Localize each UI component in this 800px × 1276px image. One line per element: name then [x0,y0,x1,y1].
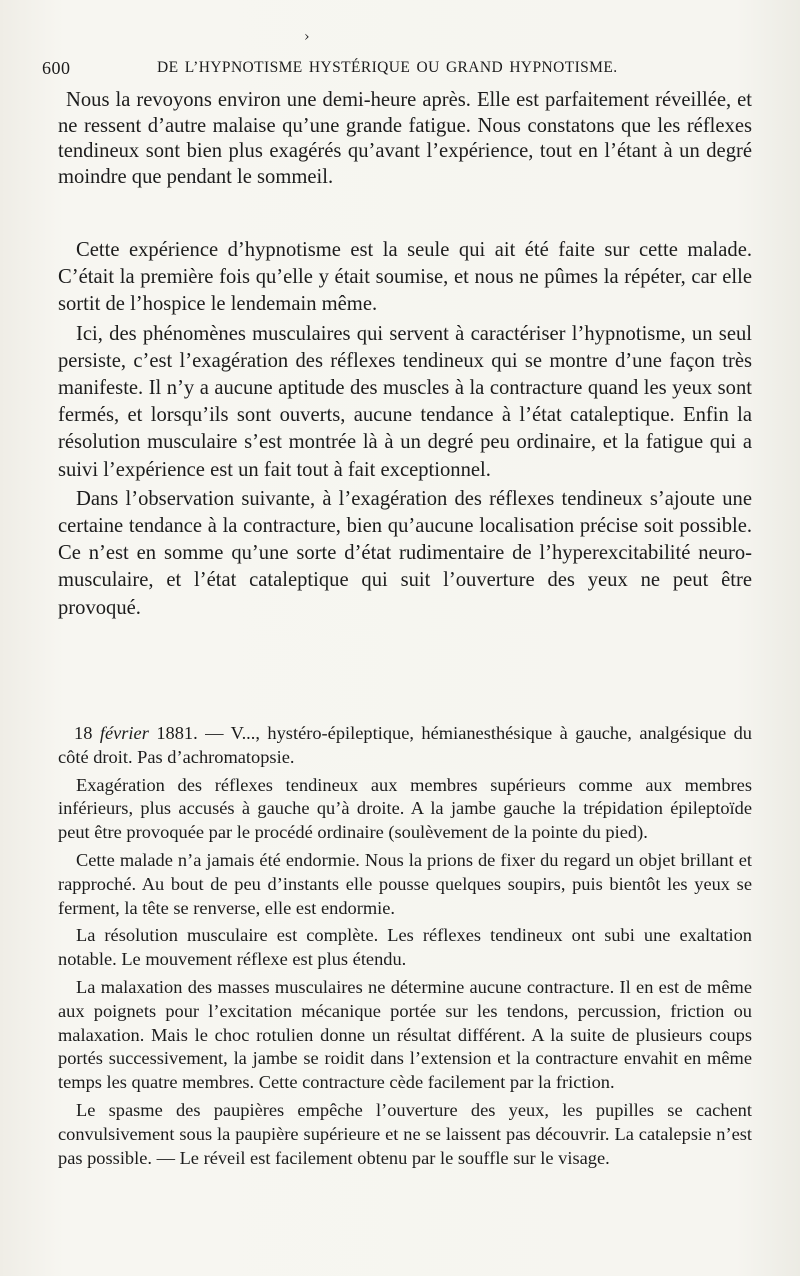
page-header [42,58,754,82]
observation-block [58,722,752,1174]
main-text-block [58,237,752,624]
paragraph: Cette expérience d’hypnotisme est la seule qui ait été faite sur cette malade. C’était la première fois qu’elle y était soumise, et nous ne pûmes la répéter, car elle sortit de l’hospice le lendemain même. [58,239,752,316]
paragraph: La résolution musculaire est complète. Les réflexes tendineux ont subi une exaltation notable. Le mouvement réflexe est plus étendu. [58,925,752,970]
date-day: 18 [74,723,93,743]
paragraph: Nous la revoyons environ une demi-heure après. Elle est parfaitement réveillée, et ne ressent d’autre malaise qu’une grande fatigue. Nous constatons que les réflexes tendineux sont bien plus exagérés qu’avant l’expérience, tout en l’étant à un degré moindre que pendant le sommeil. [58,89,752,188]
paragraph: Exagération des réflexes tendineux aux membres supérieurs comme aux membres inférieurs, plus accusés à gauche qu’à droite. A la jambe gauche la trépidation épileptoïde peut être provoquée par le procédé ordinaire (soulèvement de la pointe du pied). [58,774,752,843]
paragraph: Cette malade n’a jamais été endormie. Nous la prions de fixer du regard un objet brillant et rapproché. Au bout de peu d’instants elle pousse quelques soupirs, puis bientôt les yeux se ferment, la tête se renverse, elle est endormie. [58,849,752,918]
paragraph: La malaxation des masses musculaires ne détermine aucune contracture. Il en est de même aux poignets pour l’excitation mécanique portée sur les tendons, percussion, friction ou malaxation. Mais le choc rotulien donne un résultat différent. A la suite de plusieurs coups portés successivement, la jambe se roidit dans l’extension et la contracture envahit en même temps les quatre membres. Cette contracture cède facilement par la friction. [58,976,752,1093]
continued-paragraph-block [58,88,752,190]
paragraph: Ici, des phénomènes musculaires qui servent à caractériser l’hypnotisme, un seul persiste, c’est l’exagération des réflexes tendineux qui se montre d’une façon très manifeste. Il n’y a aucune aptitude des muscles à la contracture quand les yeux sont fermés, et lorsqu’ils sont ouverts, aucune tendance à l’état cataleptique. Enfin la résolution musculaire s’est montrée là à un degré peu ordinaire, et la fatigue qui a suivi l’expérience est un fait tout à fait exceptionnel. [58,322,752,481]
date-month: février [99,723,149,743]
top-mark: › [304,29,310,45]
paragraph: Dans l’observation suivante, à l’exagération des réflexes tendineux s’ajoute une certaine tendance à la contracture, bien qu’aucune localisation précise soit possible. Ce n’est en somme qu’une sorte d’état rudimentaire de l’hyperexcitabilité neuro-musculaire, et l’état cataleptique qui suit l’ouverture des yeux ne peut être provoqué. [58,487,752,619]
observation-intro: 1881. — V..., hystéro-épileptique, hémianesthésique à gauche, analgésique du côté droit. Pas d’achromatopsie. [58,723,752,767]
observation-date-line [58,722,752,770]
paragraph: Le spasme des paupières empêche l’ouverture des yeux, les pupilles se cachent convulsivement sous la paupière supérieure et ne se laissent pas découvrir. La catalepsie n’est pas possible. — Le réveil est facilement obtenu par le souffle sur le visage. [58,1099,752,1168]
page-number: 600 [42,58,71,78]
running-title: DE L’HYPNOTISME HYSTÉRIQUE OU GRAND HYPNOTISME. [157,59,618,76]
